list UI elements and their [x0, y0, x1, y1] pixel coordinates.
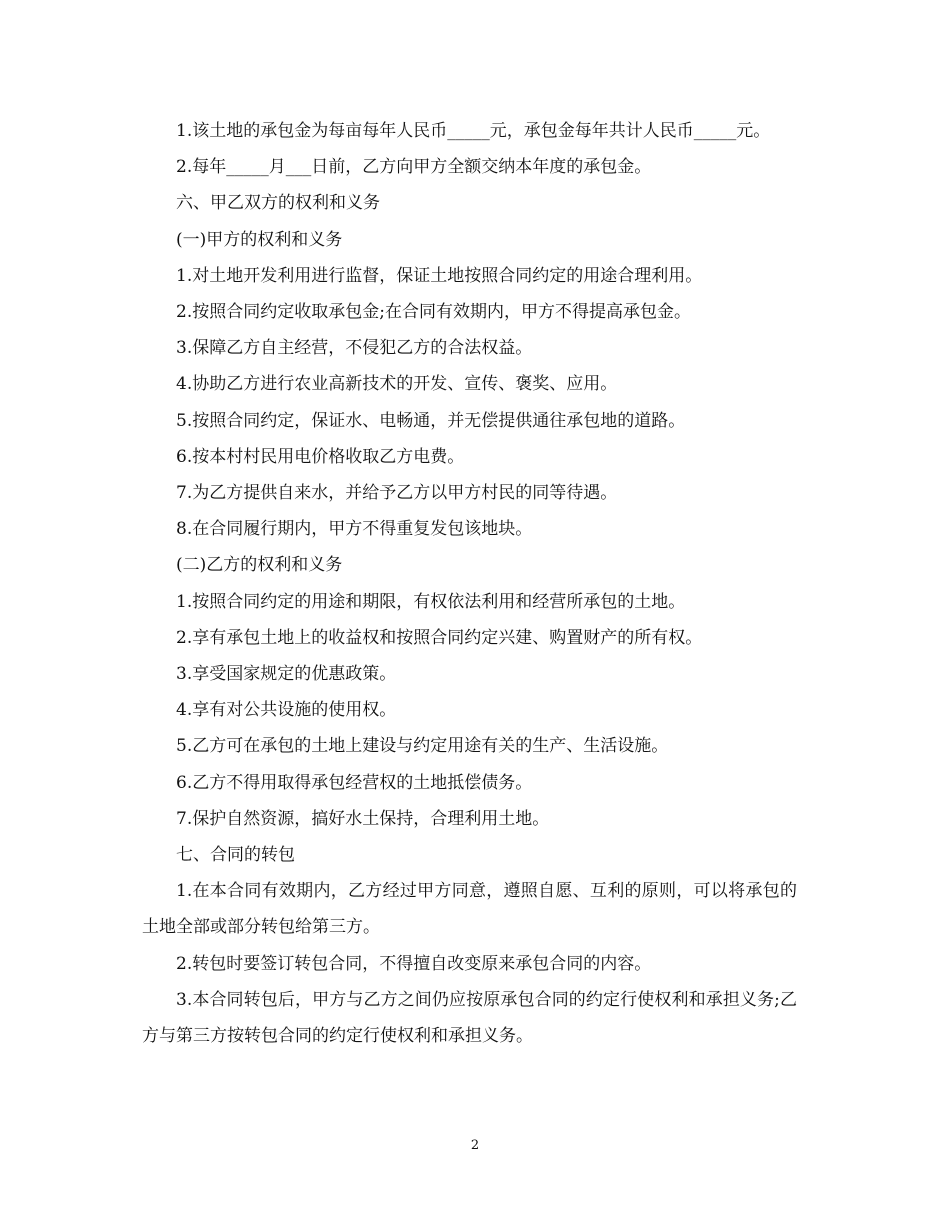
document-body [142, 113, 797, 1054]
party-a-item-3: 3.保障乙方自主经营，不侵犯乙方的合法权益。 [176, 338, 533, 359]
subcontract-item-2: 2.转包时要签订转包合同，不得擅自改变原来承包合同的内容。 [176, 953, 652, 974]
page-number: 2 [470, 1138, 480, 1153]
party-b-item-2: 2.享有承包土地上的收益权和按照合同约定兴建、购置财产的所有权。 [176, 627, 703, 648]
party-b-item-6: 6.乙方不得用取得承包经营权的土地抵偿债务。 [176, 772, 533, 793]
party-a-item-1: 1.对土地开发利用进行监督，保证土地按照合同约定的用途合理利用。 [176, 265, 703, 286]
subcontract-item-1: 1.在本合同有效期内，乙方经过甲方同意，遵照自愿、互利的原则，可以将承包的土地全部或部分转包给第三方。 [142, 881, 797, 938]
subcontract-item-3: 3.本合同转包后，甲方与乙方之间仍应按原承包合同的约定行使权利和承担义务;乙方与第三方按转包合同的约定行使权利和承担义务。 [142, 989, 797, 1047]
party-a-item-8: 8.在合同履行期内，甲方不得重复发包该地块。 [176, 519, 533, 540]
paragraph-rent-deadline: 2.每年_____月___日前，乙方向甲方全额交纳本年度的承包金。 [176, 157, 652, 178]
subsection-heading-party-a: (一)甲方的权利和义务 [176, 229, 343, 250]
party-a-item-6: 6.按本村村民用电价格收取乙方电费。 [176, 446, 465, 467]
party-a-item-7: 7.为乙方提供自来水，并给予乙方以甲方村民的同等待遇。 [176, 483, 618, 504]
subsection-heading-party-b: (二)乙方的权利和义务 [176, 555, 343, 576]
party-b-item-4: 4.享有对公共设施的使用权。 [176, 700, 397, 721]
party-a-item-4: 4.协助乙方进行农业高新技术的开发、宣传、褒奖、应用。 [176, 374, 618, 395]
party-b-item-5: 5.乙方可在承包的土地上建设与约定用途有关的生产、生活设施。 [176, 736, 669, 757]
party-b-item-7: 7.保护自然资源，搞好水土保持，合理利用土地。 [176, 808, 550, 829]
party-b-item-3: 3.享受国家规定的优惠政策。 [176, 664, 397, 685]
party-a-item-2: 2.按照合同约定收取承包金;在合同有效期内，甲方不得提高承包金。 [176, 302, 691, 323]
section-heading-subcontract: 七、合同的转包 [176, 845, 295, 866]
party-a-item-5: 5.按照合同约定，保证水、电畅通，并无偿提供通往承包地的道路。 [176, 410, 686, 431]
paragraph-rent-amount: 1.该土地的承包金为每亩每年人民币_____元，承包金每年共计人民币_____元。 [176, 121, 771, 141]
party-b-item-1: 1.按照合同约定的用途和期限，有权依法利用和经营所承包的土地。 [176, 591, 686, 612]
section-heading-rights-obligations: 六、甲乙双方的权利和义务 [176, 193, 380, 214]
